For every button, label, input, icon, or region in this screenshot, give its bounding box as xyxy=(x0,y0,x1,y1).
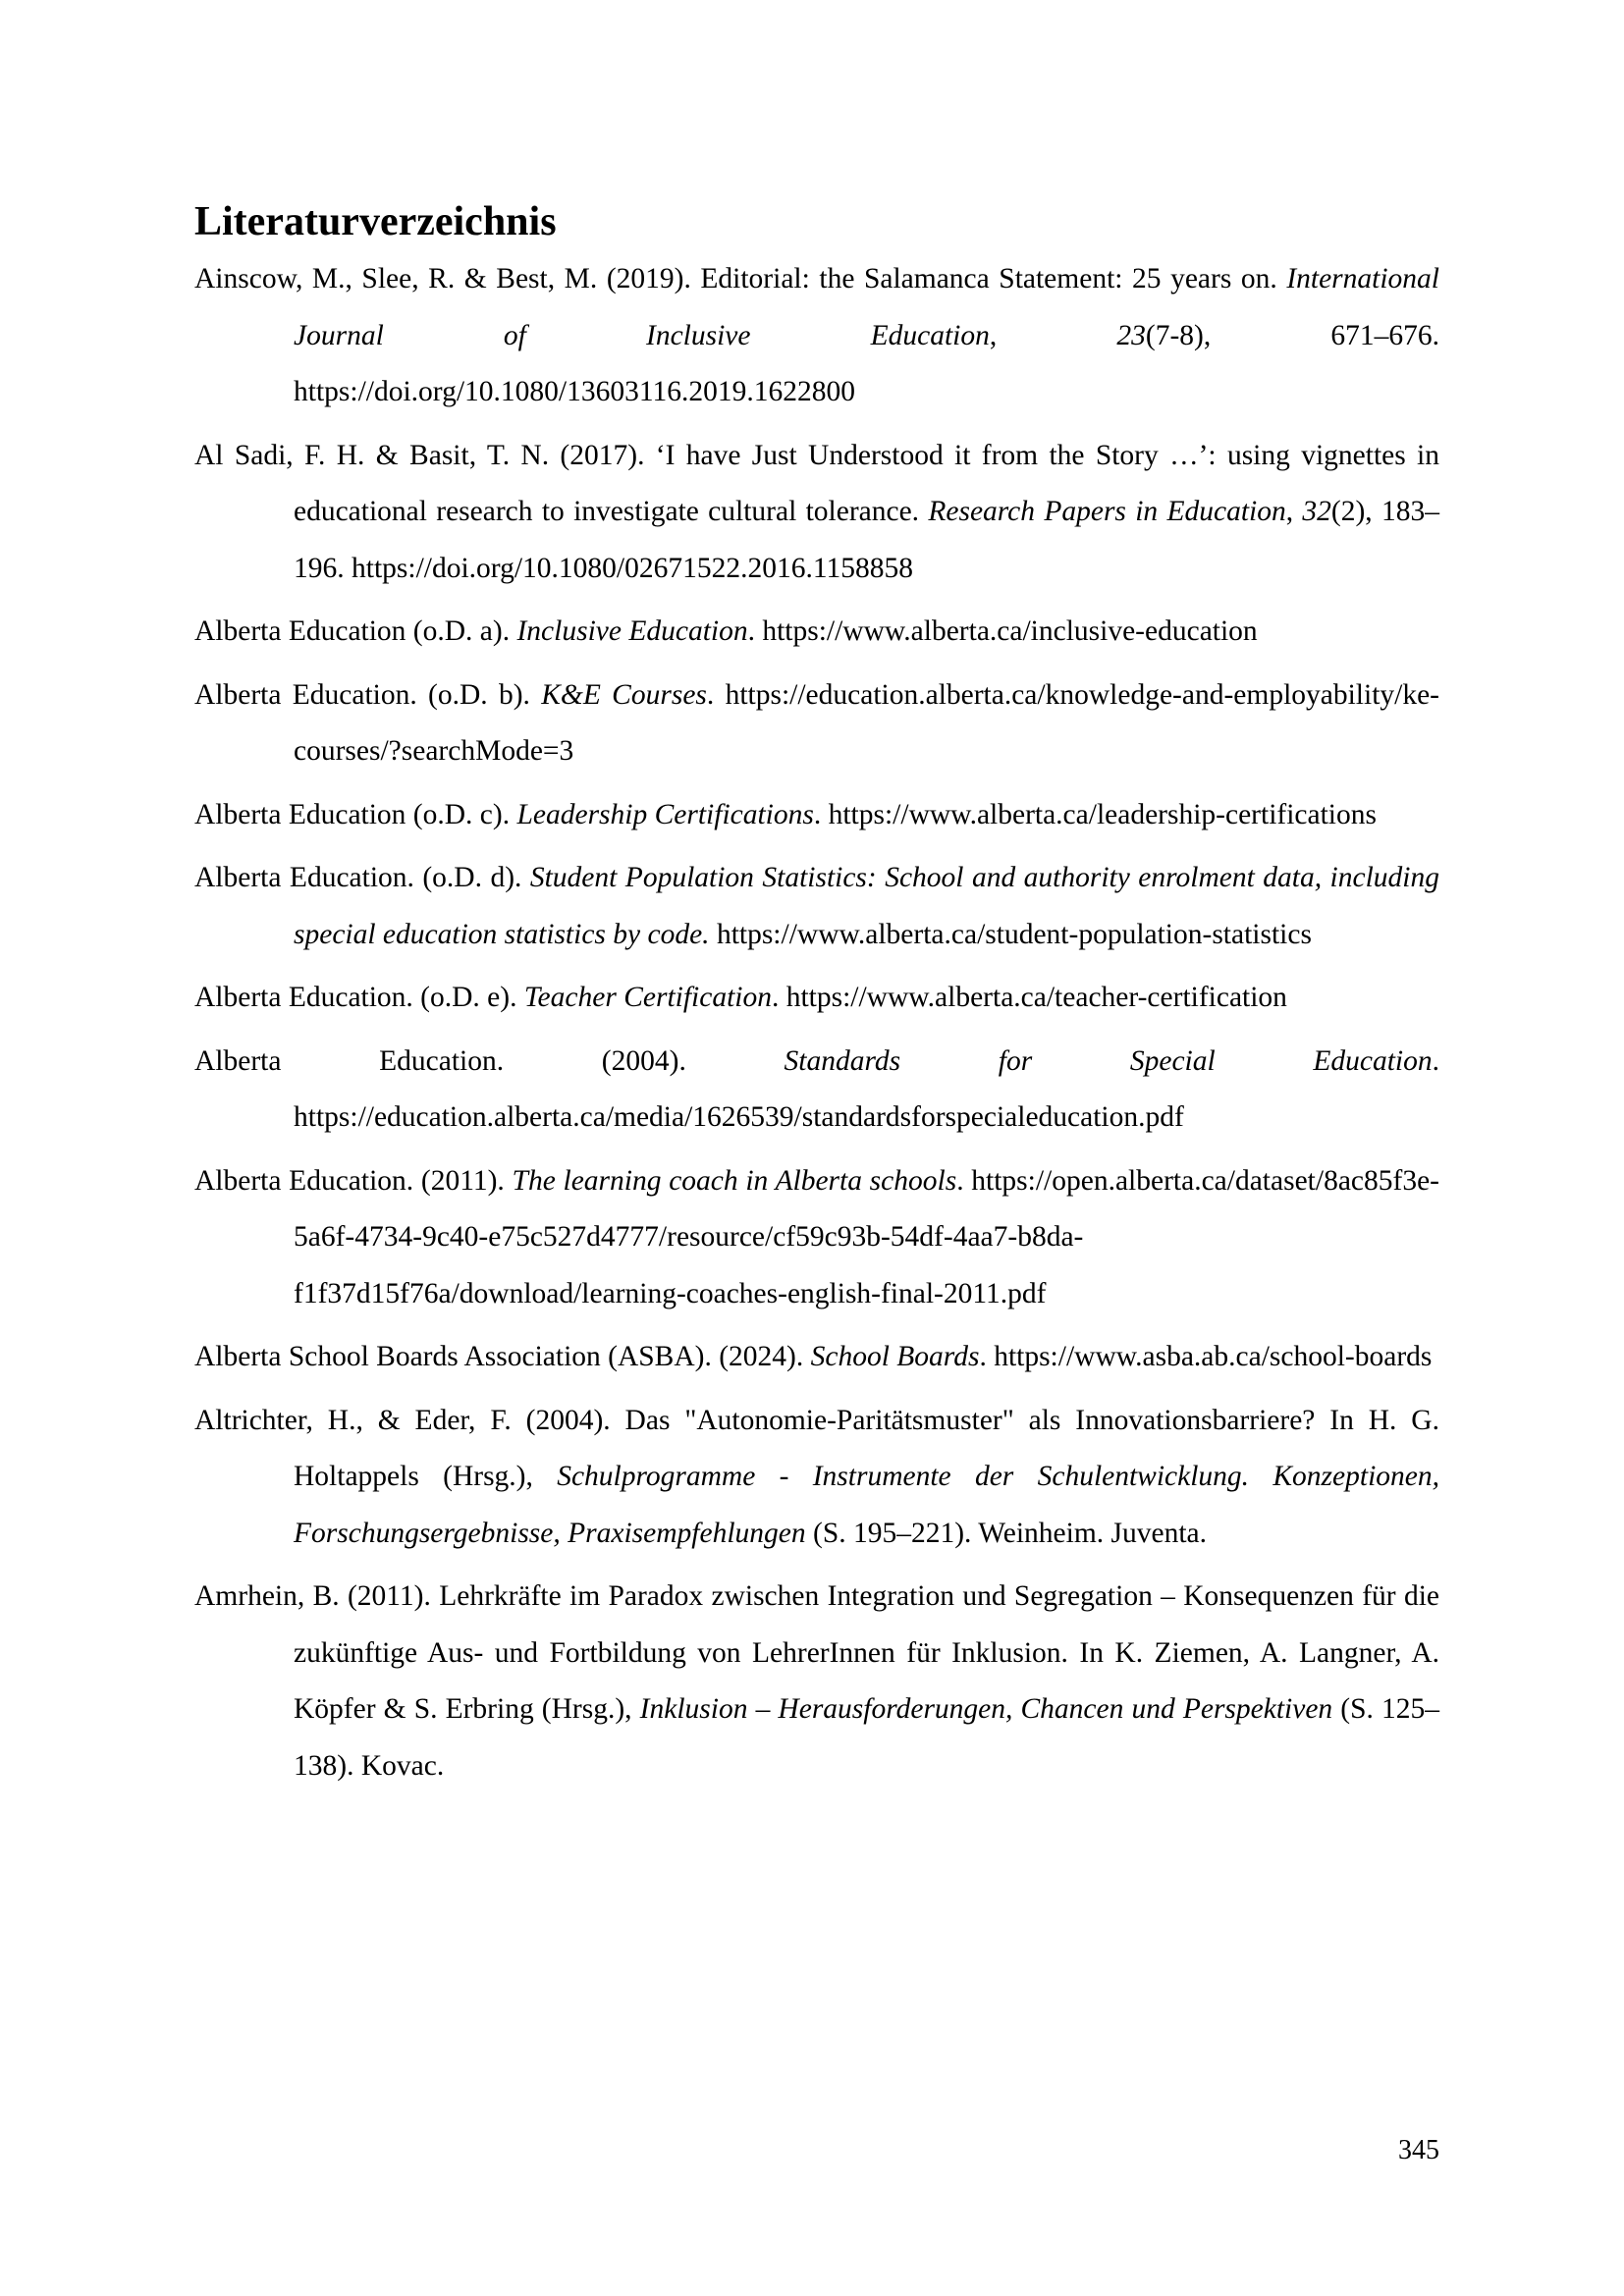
reference-italic: Inclusive Education xyxy=(516,615,748,647)
reference-list xyxy=(194,251,1439,1794)
reference-entry xyxy=(194,428,1439,598)
reference-middle: , xyxy=(1285,496,1303,527)
page-number: 345 xyxy=(1398,2135,1439,2165)
reference-italic: Standards for Special Education xyxy=(784,1044,1433,1077)
reference-entry xyxy=(194,604,1439,661)
reference-italic2: 23 xyxy=(1116,319,1146,351)
reference-before: Alberta School Boards Association (ASBA). (2024). xyxy=(194,1341,811,1372)
reference-italic: Schulprogramme - Instrumente der Schulentwicklung. Konzeptionen, Forschungsergebnisse, Praxisempfehlungen xyxy=(294,1461,1439,1549)
reference-italic: Leadership Certifications xyxy=(516,798,814,830)
reference-before: Alberta Education. (o.D. b). xyxy=(194,678,542,711)
reference-before: Alberta Education (o.D. c). xyxy=(194,798,517,830)
page-body xyxy=(194,194,1439,1801)
reference-middle: , xyxy=(989,319,1117,351)
reference-before: Ainscow, M., Slee, R. & Best, M. (2019). Editorial: the Salamanca Statement: 25 years on. xyxy=(194,263,1287,294)
reference-italic: The learning coach in Alberta schools xyxy=(512,1164,957,1197)
reference-italic: Research Papers in Education xyxy=(928,496,1286,527)
reference-before: Alberta Education (o.D. a). xyxy=(194,615,517,647)
reference-italic: School Boards xyxy=(810,1341,980,1372)
reference-before: Alberta Education. (o.D. d). xyxy=(194,862,530,893)
reference-before: Amrhein, B. (2011). Lehrkräfte im Paradox zwischen Integration und Segregation – Konsequenzen für die zukünftige Aus- und Fortbildung von LehrerInnen für Inklusion. In K. Ziemen, A. Langner, A. Köpfer & S. Erbring (Hrsg.), xyxy=(194,1580,1439,1725)
reference-after: (S. 195–221). Weinheim. Juventa. xyxy=(805,1517,1208,1549)
reference-entry xyxy=(194,251,1439,421)
reference-after: . https://open.alberta.ca/dataset/8ac85f3e-5a6f-4734-9c40-e75c527d4777/resource/cf59c93b-54df-4aa7-b8da-f1f37d15f76a/download/learning-coaches-english-final-2011.pdf xyxy=(294,1164,1439,1309)
reference-entry xyxy=(194,850,1439,963)
reference-before: Altrichter, H., & Eder, F. (2004). Das "Autonomie-Paritätsmuster" als Innovationsbarriere? In H. G. Holtappels (Hrsg.), xyxy=(194,1404,1439,1492)
reference-entry xyxy=(194,1393,1439,1563)
reference-italic: Inklusion – Herausforderungen, Chancen und Perspektiven xyxy=(639,1693,1333,1725)
page-title: Literaturverzeichnis xyxy=(194,199,557,244)
reference-entry xyxy=(194,970,1439,1027)
reference-entry xyxy=(194,667,1439,780)
reference-after: . https://education.alberta.ca/media/1626539/standardsforspecialeducation.pdf xyxy=(294,1044,1439,1133)
reference-after: (7-8), 671–676. https://doi.org/10.1080/13603116.2019.1622800 xyxy=(294,319,1439,407)
reference-italic: International Journal of Inclusive Education xyxy=(294,263,1439,351)
reference-after: (2), 183–196. https://doi.org/10.1080/02671522.2016.1158858 xyxy=(294,496,1439,584)
reference-italic: Student Population Statistics: School and authority enrolment data, including special education statistics by code. xyxy=(294,862,1439,950)
reference-italic: K&E Courses xyxy=(541,678,707,711)
reference-entry xyxy=(194,1153,1439,1323)
reference-entry xyxy=(194,1569,1439,1794)
reference-before: Alberta Education. (2011). xyxy=(194,1164,513,1197)
reference-entry xyxy=(194,1329,1439,1386)
reference-after: . https://www.alberta.ca/leadership-certifications xyxy=(813,798,1377,830)
reference-after: . https://www.alberta.ca/teacher-certification xyxy=(771,982,1287,1013)
reference-entry xyxy=(194,1034,1439,1147)
reference-before: Alberta Education. (o.D. e). xyxy=(194,982,524,1013)
reference-italic2: 32 xyxy=(1302,496,1331,527)
reference-before: Al Sadi, F. H. & Basit, T. N. (2017). ‘I have Just Understood it from the Story …’: using vignettes in educational research to investigate cultural tolerance. xyxy=(194,439,1439,527)
reference-before: Alberta Education. (2004). xyxy=(194,1044,785,1077)
reference-after: (S. 125–138). Kovac. xyxy=(294,1693,1439,1782)
reference-after: https://www.alberta.ca/student-population-statistics xyxy=(709,918,1312,950)
reference-entry xyxy=(194,787,1439,844)
reference-after: . https://www.alberta.ca/inclusive-education xyxy=(747,615,1258,647)
reference-italic: Teacher Certification xyxy=(523,982,772,1013)
reference-after: . https://www.asba.ab.ca/school-boards xyxy=(979,1341,1433,1372)
reference-after: . https://education.alberta.ca/knowledge-and-employability/ke-courses/?searchMode=3 xyxy=(294,678,1440,767)
